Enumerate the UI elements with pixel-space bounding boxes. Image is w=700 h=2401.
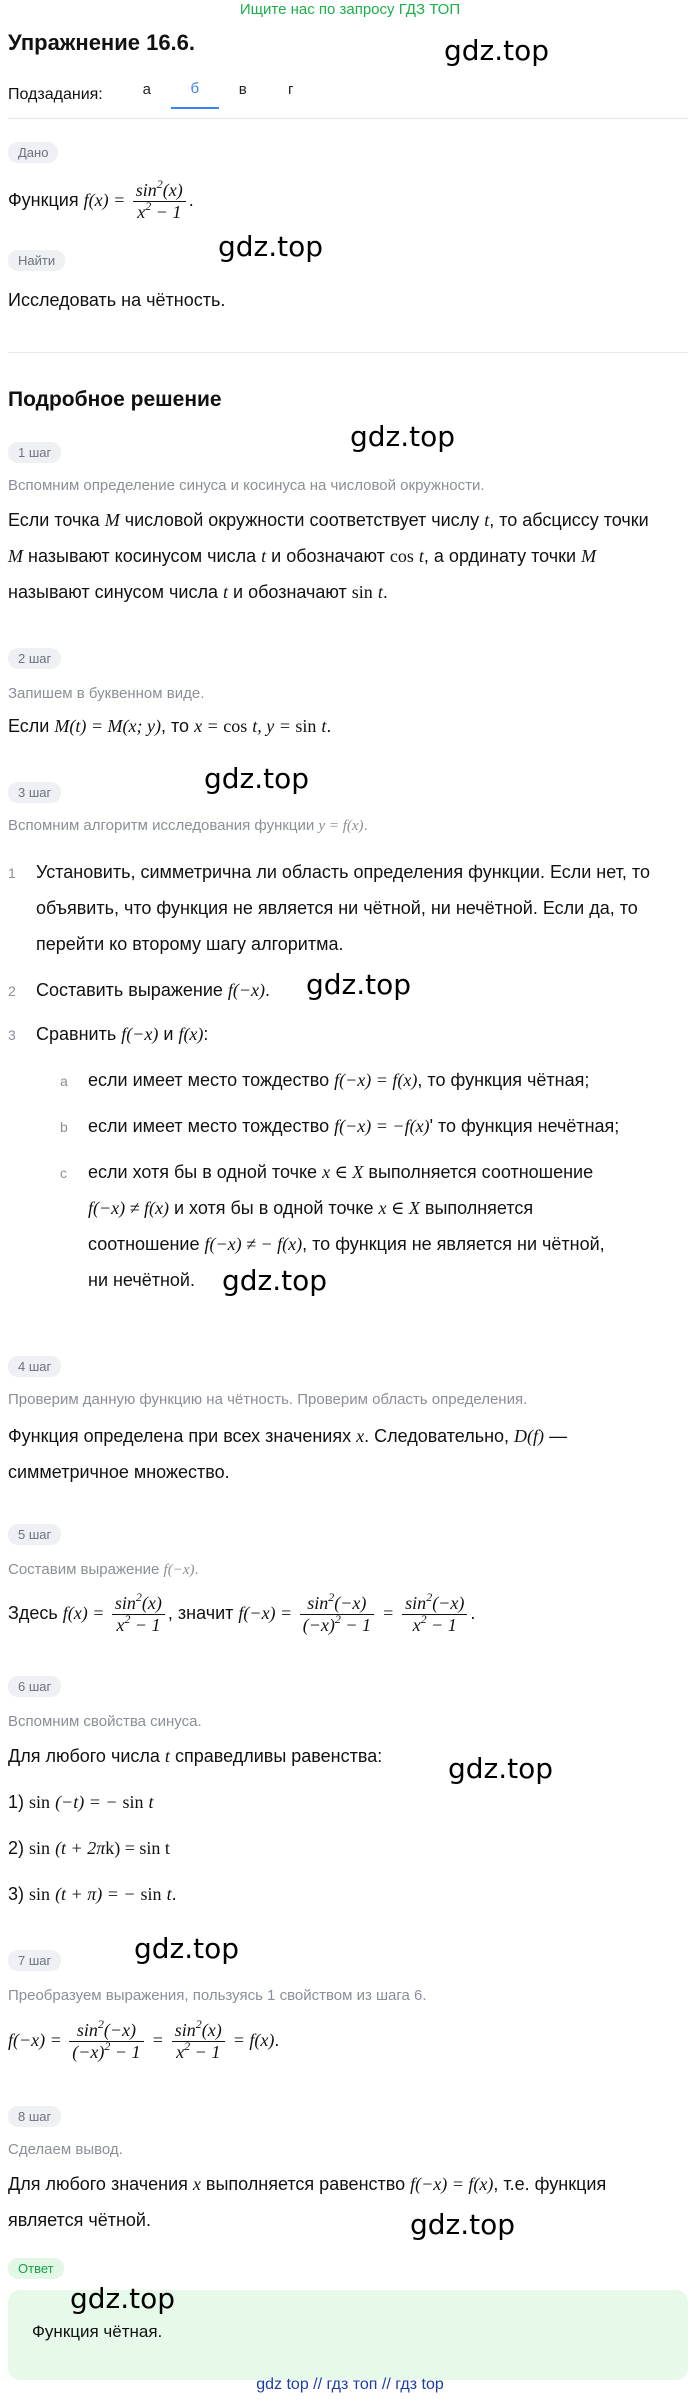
footer-link-2[interactable]: гдз топ (326, 2376, 378, 2393)
tabs-divider (8, 118, 688, 119)
given-prefix: Функция (8, 189, 79, 210)
solution-title: Подробное решение (8, 388, 222, 411)
step-1-line-2: M называют косинусом числа t и обозначают cos t, а ординату точки M (8, 546, 597, 566)
find-badge: Найти (8, 250, 65, 271)
step-8-badge: 8 шаг (8, 2106, 61, 2127)
watermark: gdz.top (350, 420, 456, 453)
footer-links: gdz top // гдз топ // гдз top (256, 2376, 444, 2393)
sine-property-2: 2) sin (t + 2πk) = sin t (8, 1838, 170, 1858)
step-8-line-1: Для любого значения x выполняется равенство f(−x) = f(x), т.е. функция (8, 2174, 607, 2194)
tab-g[interactable]: г (287, 81, 294, 98)
algo-sub-c-line-2: f(−x) ≠ f(x) и хотя бы в одной точке x ∈ X выполняется (88, 1198, 534, 1218)
step-6-hint: Вспомним свойства синуса. (8, 1713, 202, 1730)
watermark: gdz.top (70, 2282, 176, 2315)
algo-sub-b: b если имеет место тождество f(−x) = −f(x)' то функция нечётная; (60, 1116, 620, 1136)
page-title: Упражнение 16.6. (8, 30, 196, 55)
algo-item-3: 3 Сравнить f(−x) и f(x): (8, 1024, 209, 1044)
step-1-badge: 1 шаг (8, 442, 61, 463)
watermark: gdz.top (410, 2208, 516, 2241)
step-4-line-2: симметричное множество. (8, 1462, 230, 1482)
watermark: gdz.top (222, 1264, 328, 1297)
step-4-line-1: Функция определена при всех значениях x. Следовательно, D(f) — (8, 1426, 568, 1446)
watermark: gdz.top (448, 1752, 554, 1785)
footer-link-1[interactable]: gdz top (256, 2376, 309, 2393)
step-1-hint: Вспомним определение синуса и косинуса на числовой окружности. (8, 477, 485, 494)
step-4-badge: 4 шаг (8, 1356, 61, 1377)
subtask-tabs (8, 80, 315, 109)
find-text: Исследовать на чётность. (8, 290, 226, 310)
step-2-hint: Запишем в буквенном виде. (8, 685, 205, 702)
algo-item-1-line-3: перейти ко второму шагу алгоритма. (36, 934, 344, 954)
tab-b[interactable]: б (171, 80, 219, 109)
step-5-formula: Здесь f(x) = $\frac{\sin^2(x)}{x^2 - 1}$ , значит f(−x) = $\frac{\sin^2(-x)}{(-x)^2 - 1}$ = $\frac{\sin^2(-x)}{x^2 - 1}$ . (8, 1590, 476, 1635)
algo-sub-c-line-4: ни нечётной. (88, 1270, 195, 1290)
step-8-line-2: является чётной. (8, 2210, 151, 2230)
step-7-hint: Преобразуем выражения, пользуясь 1 свойством из шага 6. (8, 1987, 427, 2004)
sine-property-3: 3) sin (t + π) = − sin t. (8, 1884, 177, 1904)
step-7-formula: f(−x) = $\frac{\sin^2(-x)}{(-x)^2 - 1}$ = $\frac{\sin^2(x)}{x^2 - 1}$ = f(x). (8, 2017, 280, 2062)
step-5-badge: 5 шаг (8, 1524, 61, 1545)
tab-a[interactable]: а (142, 81, 151, 98)
algo-item-1: 1 Установить, симметрична ли область определения функции. Если нет, то (8, 862, 650, 882)
step-1-line-3: называют синусом числа t и обозначают sin t. (8, 582, 388, 602)
step-4-hint: Проверим данную функцию на чётность. Проверим область определения. (8, 1391, 528, 1408)
step-6-badge: 6 шаг (8, 1676, 61, 1697)
watermark: gdz.top (444, 34, 550, 67)
top-search-link[interactable]: Ищите нас по запросу ГДЗ ТОП (239, 1, 461, 18)
footer-link-3[interactable]: гдз top (395, 2376, 444, 2393)
tab-v[interactable]: в (238, 81, 247, 98)
watermark: gdz.top (306, 968, 412, 1001)
algo-sub-a: a если имеет место тождество f(−x) = f(x), то функция чётная; (60, 1070, 590, 1090)
answer-text: Функция чётная. (32, 2322, 163, 2341)
step-5-hint: Составим выражение f(−x). (8, 1561, 199, 1578)
watermark: gdz.top (134, 1932, 240, 1965)
algo-sub-c-line-3: соотношение f(−x) ≠ − f(x), то функция не является ни чётной, (88, 1234, 605, 1254)
divider (8, 352, 688, 353)
watermark: gdz.top (204, 762, 310, 795)
step-6-intro: Для любого числа t справедливы равенства: (8, 1746, 383, 1766)
algo-item-2: 2 Составить выражение f(−x). (8, 980, 271, 1000)
step-2-line: Если M(t) = M(x; y), то x = cos t, y = sin t. (8, 716, 332, 736)
step-3-hint: Вспомним алгоритм исследования функции y = f(x). (8, 817, 368, 834)
step-8-hint: Сделаем вывод. (8, 2141, 123, 2158)
algo-sub-c: c если хотя бы в одной точке x ∈ X выполняется соотношение (60, 1162, 594, 1182)
step-2-badge: 2 шаг (8, 648, 61, 669)
algo-item-1-line-2: объявить, что функция не является ни чётной, ни нечётной. Если да, то (36, 898, 638, 918)
watermark: gdz.top (218, 230, 324, 263)
step-3-badge: 3 шаг (8, 782, 61, 803)
given-function: Функция f(x) = $\frac{\sin^2(x)}{x^2 - 1}$ . (8, 177, 194, 222)
sine-property-1: 1) sin (−t) = − sin t (8, 1792, 154, 1812)
answer-badge: Ответ (8, 2258, 64, 2279)
step-1-line-1: Если точка M числовой окружности соответствует числу t, то абсциссу точки (8, 510, 649, 530)
step-7-badge: 7 шаг (8, 1950, 61, 1971)
given-badge: Дано (8, 142, 58, 163)
subtasks-label: Подзадания: (8, 85, 103, 103)
